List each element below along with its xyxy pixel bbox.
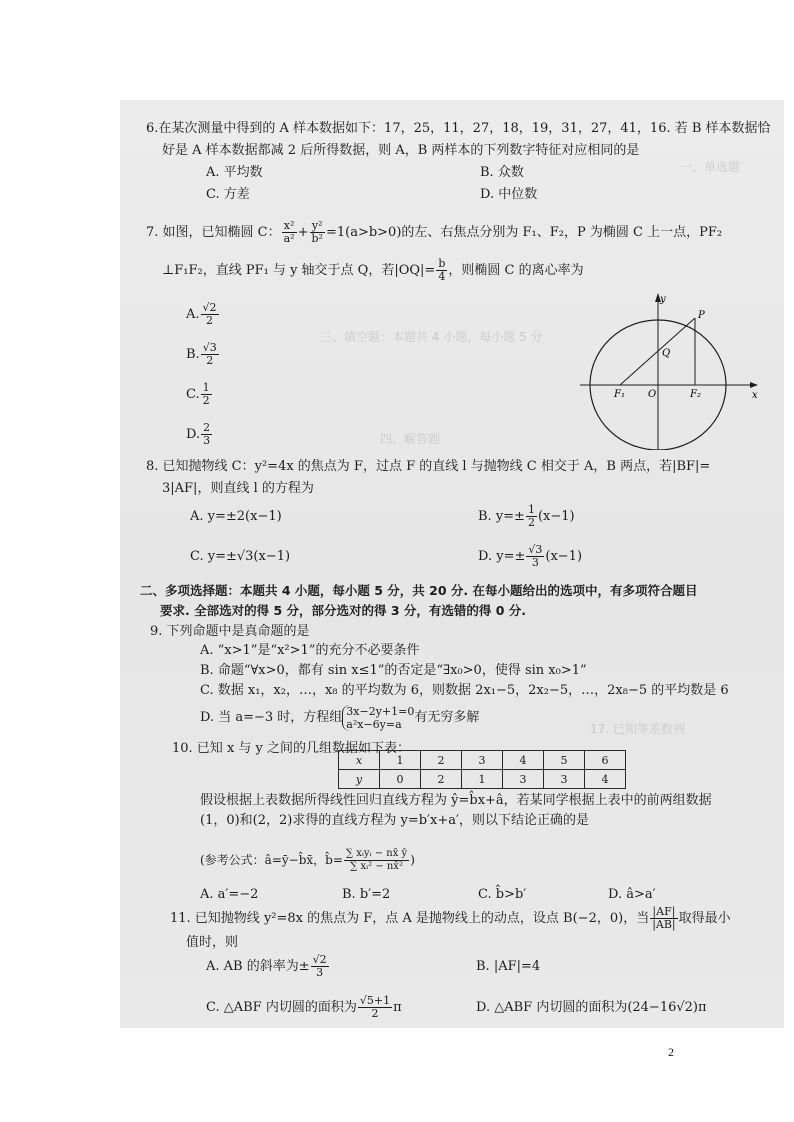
section2-header-line2: 要求. 全部选对的得 5 分，部分选对的得 3 分，有选错的得 0 分. xyxy=(160,603,527,618)
table-row-y xyxy=(339,770,626,789)
scanned-exam-photo xyxy=(120,100,784,1028)
q11-option-b: B. |AF|=4 xyxy=(476,959,541,974)
q6-option-b: B. 众数 xyxy=(480,165,524,180)
bleed-through: 三、填空题：本题共 4 小题，每小题 5 分 xyxy=(320,330,543,344)
bleed-through: 17. 已知等差数列 xyxy=(590,722,685,736)
table-cell: 1 xyxy=(380,751,421,770)
fraction: $\frac{2}{3}$ xyxy=(203,421,211,447)
q10-option-a: A. a′=−2 xyxy=(200,887,259,902)
q11-line2: 值时，则 xyxy=(186,935,239,950)
table-cell: 4 xyxy=(503,751,544,770)
q10-reference-formula: (参考公式：â=ȳ−b̂x̄，b̂= $\frac{\text{∑ xᵢyᵢ − nx̄ ȳ}}{\text{∑ xᵢ² − nx̄²}}$ ) xyxy=(200,848,415,872)
table-cell: 2 xyxy=(421,770,462,789)
q10-paragraph-2: (1，0)和(2，2)求得的直线方程为 y=b′x+a′，则以下结论正确的是 xyxy=(200,813,589,828)
q11-line1: 11. 已知抛物线 y²=8x 的焦点为 F，点 A 是抛物线上的动点，设点 B(−2，0)，当 $\frac{|AF|}{|AB|}$ 取得最小 xyxy=(170,905,731,931)
label-f1: F₁ xyxy=(614,389,625,400)
table-row-x xyxy=(339,751,626,770)
q8-line2: 3|AF|，则直线 l 的方程为 xyxy=(162,481,314,496)
fraction: $\frac{√3}{3}$ xyxy=(528,543,543,569)
fraction: $\frac{|AF|}{|AB|}$ xyxy=(652,905,676,931)
q6-line1: 6.在某次测量中得到的 A 样本数据如下：17，25，11，27，18，19，31，27，41，16. 若 B 样本数据恰 xyxy=(146,121,771,136)
q9-option-d: D. 当 a=−3 时，方程组 3x−2y+1=0 a²x−6y=a 有无穷多解 xyxy=(200,704,480,731)
q7-line2: ⊥F₁F₂，直线 PF₁ 与 y 轴交于点 Q，若|OQ|= $\frac{b}{4}$ ，则椭圆 C 的离心率为 xyxy=(162,257,584,283)
ellipse-figure xyxy=(580,290,760,450)
label-y: y xyxy=(660,294,666,305)
q9-option-c: C. 数据 x₁，x₂，…，x₈ 的平均数为 6，则数据 2x₁−5，2x₂−5，…，2x₈−5 的平均数是 6 xyxy=(200,683,729,698)
label-q: Q xyxy=(662,348,671,359)
table-cell: 0 xyxy=(380,770,421,789)
q11-option-a: A. AB 的斜率为± $\frac{√2}{3}$ xyxy=(206,953,327,979)
fraction: $\frac{√5+1}{2}$ xyxy=(359,994,391,1020)
fraction: $\frac{\text{∑ xᵢyᵢ − nx̄ ȳ}}{\text{∑ xᵢ² − nx̄²}}$ xyxy=(345,848,408,872)
label-p: P xyxy=(698,310,705,321)
bleed-through: 一、单选题 xyxy=(680,160,741,174)
q6-option-a: A. 平均数 xyxy=(206,165,263,180)
table-cell: 4 xyxy=(585,770,626,789)
fraction: $\frac{√3}{2}$ xyxy=(202,341,217,367)
table-cell: 5 xyxy=(544,751,585,770)
q7-option-b: B. $\frac{√3}{2}$ xyxy=(186,341,217,367)
fraction: $\frac{\text{x²}}{\text{a²}}$ xyxy=(283,219,295,245)
fraction: $\frac{√2}{2}$ xyxy=(202,301,217,327)
fraction: $\frac{b}{4}$ xyxy=(438,257,446,283)
q10-option-c: C. b̂>b′ xyxy=(478,887,527,902)
q7-option-d: D. $\frac{2}{3}$ xyxy=(186,421,211,447)
section2-header-line1: 二、多项选择题：本题共 4 小题，每小题 5 分，共 20 分. 在每小题给出的选项中，有多项符合题目 xyxy=(140,583,698,598)
q9-option-a: A. “x>1”是“x²>1”的充分不必要条件 xyxy=(200,643,420,658)
q6-option-c: C. 方差 xyxy=(206,187,250,202)
fraction: $\frac{1}{2}$ xyxy=(202,381,210,407)
q10-paragraph-1: 假设根据上表数据所得线性回归直线方程为 ŷ=b̂x+â，若某同学根据上表中的前两组数据 xyxy=(200,793,712,808)
label-o: O xyxy=(648,389,657,400)
data-table xyxy=(338,750,626,789)
page-number: 2 xyxy=(668,1045,674,1059)
fraction: $\frac{\text{y²}}{\text{b²}}$ xyxy=(311,219,323,245)
q8-option-d: D. y=± $\frac{√3}{3}$ (x−1) xyxy=(478,543,583,569)
q8-option-a: A. y=±2(x−1) xyxy=(190,509,282,524)
fraction: $\frac{1}{2}$ xyxy=(527,503,535,529)
label-x: x xyxy=(752,390,758,401)
q11-option-c: C. △ABF 内切圆的面积为 $\frac{√5+1}{2}$ π xyxy=(206,994,402,1020)
table-cell: 6 xyxy=(585,751,626,770)
table-cell: 3 xyxy=(544,770,585,789)
x-axis-arrow xyxy=(750,382,758,388)
q10-stem: 10. 已知 x 与 y 之间的几组数据如下表： xyxy=(172,741,411,756)
table-cell: y xyxy=(339,770,380,789)
table-cell: 2 xyxy=(421,751,462,770)
q11-option-d: D. △ABF 内切圆的面积为(24−16√2)π xyxy=(476,1000,707,1015)
table-cell: 3 xyxy=(503,770,544,789)
q9-option-b: B. 命题“∀x>0，都有 sin x≤1”的否定是“∃x₀>0，使得 sin x₀>1” xyxy=(200,663,587,678)
q7-option-a: A. $\frac{√2}{2}$ xyxy=(186,301,217,327)
q10-option-b: B. b′=2 xyxy=(342,887,391,902)
q8-option-c: C. y=±√3(x−1) xyxy=(190,549,291,564)
table-cell: x xyxy=(339,751,380,770)
table-cell: 1 xyxy=(462,770,503,789)
q8-option-b: B. y=± $\frac{1}{2}$ (x−1) xyxy=(478,503,575,529)
q7-line1: 7. 如图，已知椭圆 C： $\frac{\text{x²}}{\text{a²}}$ + $\frac{\text{y²}}{\text{b²}}$ =1(a>b>0)的左、右焦点分别为 F₁、F₂，P 为椭圆 C 上一点，PF₂ xyxy=(146,219,723,245)
q10-option-d: D. â>a′ xyxy=(608,887,656,902)
q6-option-d: D. 中位数 xyxy=(480,187,538,202)
q9-stem: 9. 下列命题中是真命题的是 xyxy=(150,624,310,639)
q7-option-c: C. $\frac{1}{2}$ xyxy=(186,381,210,407)
q8-line1: 8. 已知抛物线 C：y²=4x 的焦点为 F，过点 F 的直线 l 与抛物线 C 相交于 A，B 两点，若|BF|= xyxy=(146,459,711,474)
q6-line2: 好是 A 样本数据都减 2 后所得数据，则 A，B 两样本的下列数字特征对应相同的是 xyxy=(162,143,640,158)
equation-system: 3x−2y+1=0 a²x−6y=a xyxy=(342,705,414,731)
table-cell: 3 xyxy=(462,751,503,770)
bleed-through: 四、解答题 xyxy=(380,432,441,446)
label-f2: F₂ xyxy=(690,389,701,400)
fraction: $\frac{√2}{3}$ xyxy=(312,953,327,979)
